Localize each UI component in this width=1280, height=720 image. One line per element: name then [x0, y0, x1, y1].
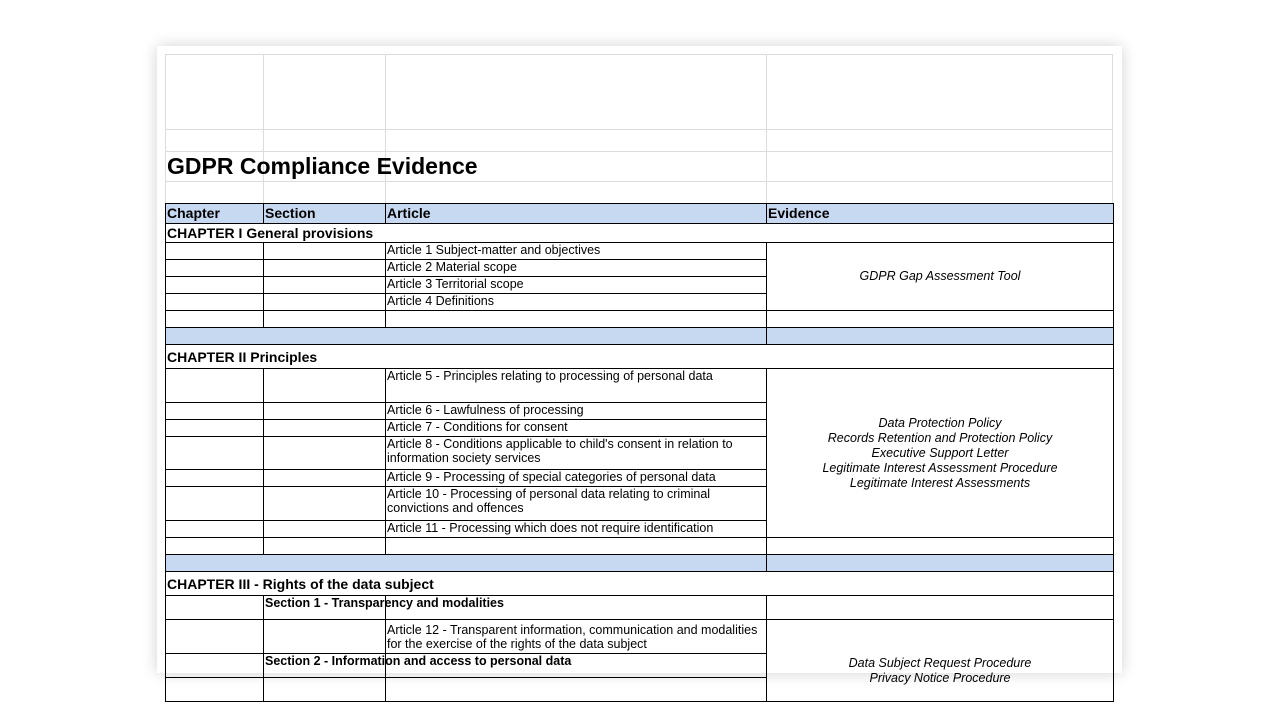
evidence-item: Data Protection Policy — [878, 415, 1002, 430]
table-row — [166, 596, 1114, 620]
evidence-cell — [767, 243, 1114, 311]
header-chapter: Chapter — [166, 204, 264, 224]
article-cell: Article 5 - Principles relating to processing of personal data — [386, 369, 767, 403]
section-1-label: Section 1 - Transparency and modalities — [265, 596, 504, 610]
article-cell: Article 9 - Processing of special categories of personal data — [386, 470, 767, 487]
evidence-item: Executive Support Letter — [871, 445, 1009, 460]
header-row — [166, 204, 1114, 224]
section-cell — [264, 654, 572, 678]
article-cell: Article 8 - Conditions applicable to child's consent in relation to information society services — [386, 437, 767, 470]
page-title: GDPR Compliance Evidence — [167, 153, 478, 179]
evidence-table — [165, 203, 1114, 702]
evidence-item: Data Subject Request Procedure — [848, 656, 1032, 670]
section-cell — [264, 596, 504, 620]
chapter-row — [166, 572, 1114, 596]
article-cell: Article 4 Definitions — [386, 294, 767, 311]
chapter-1-title: CHAPTER I General provisions — [166, 224, 1114, 243]
article-cell: Article 10 - Processing of personal data relating to criminal convictions and offences — [386, 487, 767, 521]
evidence-cell — [767, 369, 1114, 538]
section-2-label: Section 2 - Information and access to personal data — [265, 654, 572, 668]
header-section: Section — [264, 204, 386, 224]
separator-row — [166, 328, 1114, 345]
gridline — [165, 54, 166, 204]
evidence-cell — [767, 620, 1114, 702]
article-cell: Article 7 - Conditions for consent — [386, 420, 767, 437]
evidence-item: GDPR Gap Assessment Tool — [859, 269, 1021, 283]
evidence-item: Legitimate Interest Assessments — [849, 475, 1031, 490]
table-row — [166, 243, 1114, 260]
article-cell: Article 11 - Processing which does not require identification — [386, 521, 767, 538]
article-cell: Article 3 Territorial scope — [386, 277, 767, 294]
table-row — [166, 538, 1114, 555]
chapter-row — [166, 224, 1114, 243]
gridline — [165, 129, 1113, 130]
table-row — [166, 369, 1114, 403]
gridline — [165, 54, 1113, 55]
spreadsheet-page — [157, 46, 1122, 685]
header-article: Article — [386, 204, 767, 224]
article-cell: Article 12 - Transparent information, communication and modalities for the exercise of the rights of the data subject — [386, 620, 767, 654]
table-row — [166, 620, 1114, 654]
sheet-grid — [165, 54, 1113, 685]
chapter-row — [166, 345, 1114, 369]
chapter-3-title: CHAPTER III - Rights of the data subject — [166, 572, 1114, 596]
article-cell: Article 6 - Lawfulness of processing — [386, 403, 767, 420]
chapter-2-title: CHAPTER II Principles — [166, 345, 1114, 369]
article-cell: Article 1 Subject-matter and objectives — [386, 243, 767, 260]
gridline — [165, 181, 1113, 182]
evidence-item: Legitimate Interest Assessment Procedure — [822, 460, 1058, 475]
separator-row — [166, 555, 1114, 572]
evidence-item: Privacy Notice Procedure — [869, 671, 1011, 685]
article-cell: Article 2 Material scope — [386, 260, 767, 277]
header-evidence: Evidence — [767, 204, 1114, 224]
gridline — [165, 151, 1113, 152]
evidence-item: Records Retention and Protection Policy — [827, 430, 1053, 445]
table-row — [166, 311, 1114, 328]
